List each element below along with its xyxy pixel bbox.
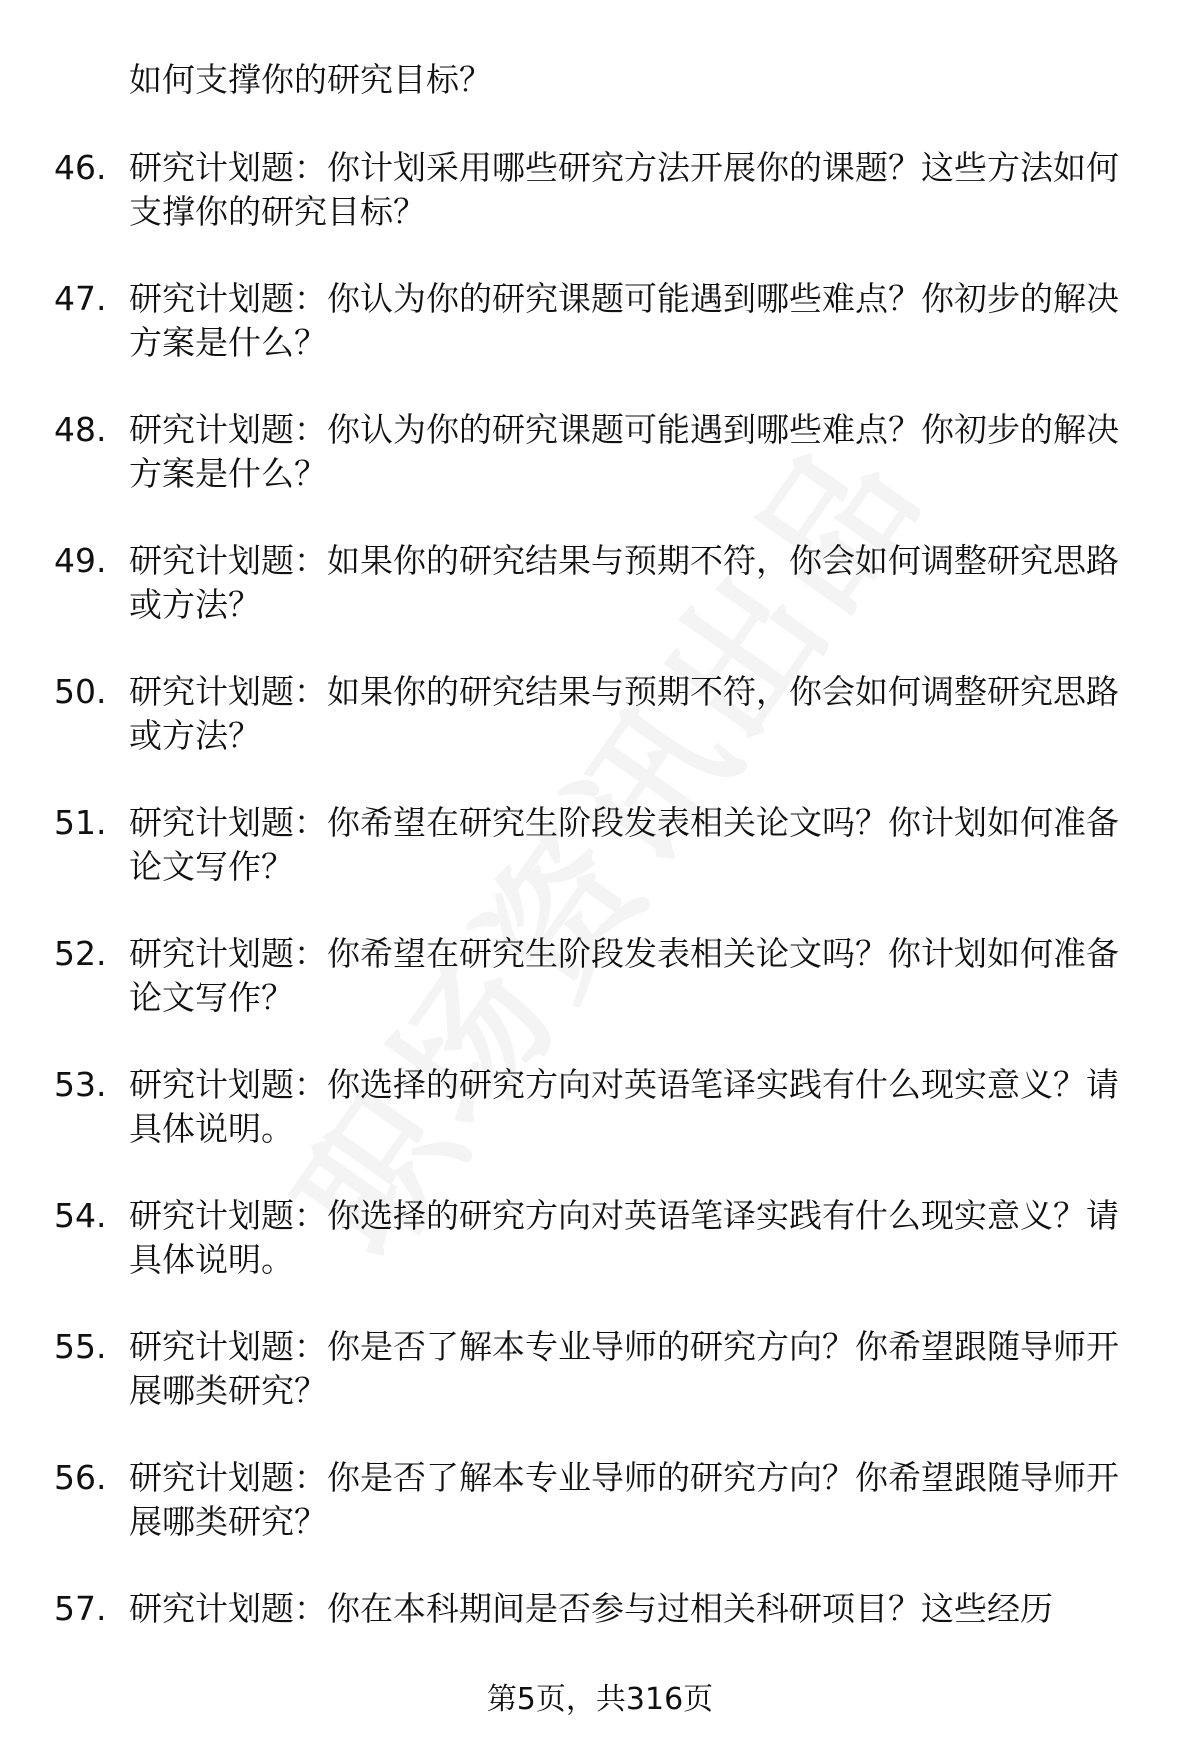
- list-item: [54, 277, 1154, 365]
- item-text: 研究计划题：你是否了解本专业导师的研究方向？你希望跟随导师开展哪类研究？: [129, 1458, 1119, 1541]
- item-number: 50.: [54, 672, 107, 711]
- list-item: [54, 408, 1154, 496]
- item-number: 56.: [54, 1458, 107, 1497]
- list-item: [54, 1456, 1154, 1544]
- question-list: [54, 58, 1154, 1718]
- list-item: [54, 146, 1154, 234]
- list-item: [54, 1063, 1154, 1151]
- item-number: 47.: [54, 279, 107, 318]
- item-text: 研究计划题：你认为你的研究课题可能遇到哪些难点？你初步的解决方案是什么？: [129, 279, 1119, 362]
- item-number: 51.: [54, 803, 107, 842]
- page-footer: 第5页，共316页: [486, 1682, 714, 1717]
- list-item: [54, 1587, 1154, 1675]
- item-number: 53.: [54, 1065, 107, 1104]
- item-text: 研究计划题：你计划采用哪些研究方法开展你的课题？这些方法如何支撑你的研究目标？: [129, 148, 1119, 231]
- item-text: 研究计划题：你在本科期间是否参与过相关科研项目？这些经历: [129, 1589, 1053, 1628]
- item-text: 研究计划题：你希望在研究生阶段发表相关论文吗？你计划如何准备论文写作？: [129, 934, 1119, 1017]
- item-text: 研究计划题：你认为你的研究课题可能遇到哪些难点？你初步的解决方案是什么？: [129, 410, 1119, 493]
- list-item: [54, 801, 1154, 889]
- list-item: [54, 670, 1154, 758]
- item-text: 研究计划题：如果你的研究结果与预期不符，你会如何调整研究思路或方法？: [129, 541, 1119, 624]
- list-item: [54, 932, 1154, 1020]
- item-number: 54.: [54, 1196, 107, 1235]
- item-text: 研究计划题：如果你的研究结果与预期不符，你会如何调整研究思路或方法？: [129, 672, 1119, 755]
- list-item: [54, 1325, 1154, 1413]
- item-text: 研究计划题：你希望在研究生阶段发表相关论文吗？你计划如何准备论文写作？: [129, 803, 1119, 886]
- item-text: 研究计划题：你选择的研究方向对英语笔译实践有什么现实意义？请具体说明。: [129, 1065, 1119, 1148]
- continuation-text: 如何支撑你的研究目标？: [129, 60, 492, 99]
- item-number: 48.: [54, 410, 107, 449]
- item-number: 52.: [54, 934, 107, 973]
- item-text: 研究计划题：你是否了解本专业导师的研究方向？你希望跟随导师开展哪类研究？: [129, 1327, 1119, 1410]
- item-text: 研究计划题：你选择的研究方向对英语笔译实践有什么现实意义？请具体说明。: [129, 1196, 1119, 1279]
- item-number: 49.: [54, 541, 107, 580]
- item-number: 55.: [54, 1327, 107, 1366]
- list-item: [54, 1194, 1154, 1282]
- item-number: 46.: [54, 148, 107, 187]
- item-number: 57.: [54, 1589, 107, 1628]
- list-item: [54, 539, 1154, 627]
